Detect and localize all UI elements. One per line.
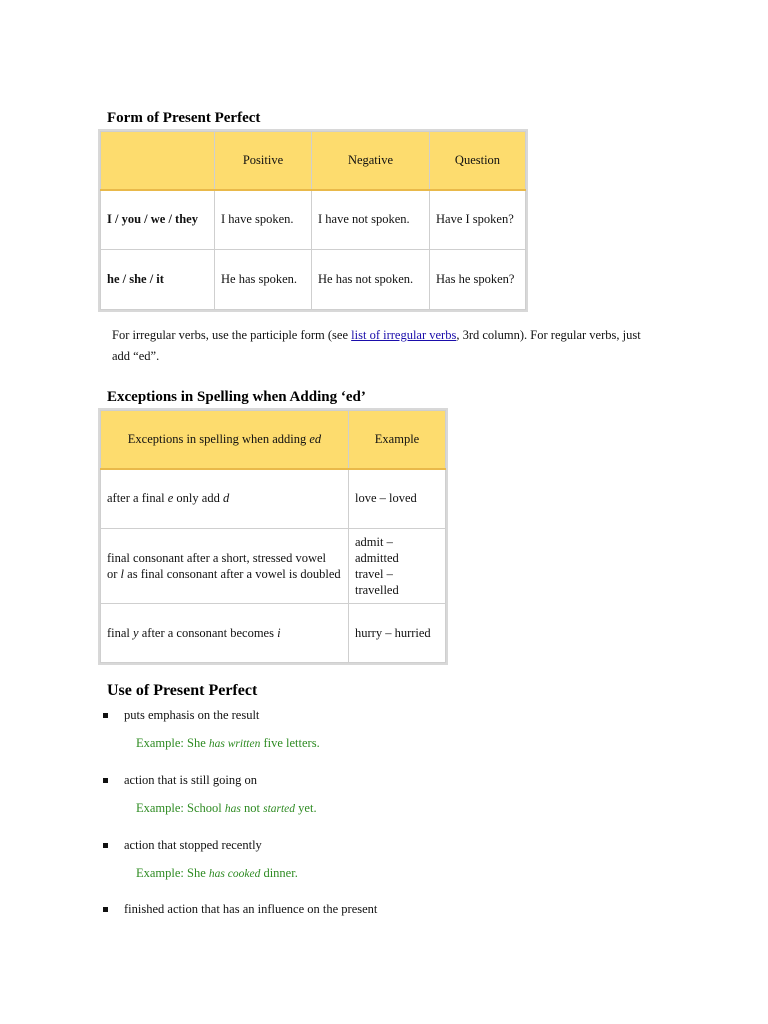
cell-text: final consonant after a short, stressed vowel [107, 551, 327, 565]
table-cell: he / she / it [101, 250, 215, 310]
exceptions-section-title: Exceptions in Spelling when Adding ‘ed’ [107, 389, 366, 405]
cell-text: as final consonant after a vowel is doubled [124, 567, 341, 581]
example-text: Example: School [136, 801, 225, 815]
bullet-icon [103, 907, 108, 912]
example-text: not [240, 801, 264, 815]
table-header-cell: Example [349, 411, 446, 469]
cell-text-em: l [120, 567, 125, 581]
example-text: dinner. [260, 866, 298, 880]
exceptions-table [100, 410, 446, 663]
cell-text-em: y [133, 625, 139, 640]
table-cell [101, 469, 349, 529]
table-cell [349, 529, 446, 604]
note-text: For irregular verbs, use the participle form (see [112, 328, 352, 342]
bullet-icon [103, 713, 108, 718]
table-cell [101, 529, 349, 604]
table-header-cell [101, 411, 349, 469]
example-text: Example: She [136, 736, 209, 750]
table-cell [101, 604, 349, 663]
cell-text: only add [173, 491, 223, 506]
form-section-title: Form of Present Perfect [107, 110, 261, 126]
table-header-cell [101, 132, 215, 190]
table-cell: Have I spoken? [430, 190, 526, 250]
table-cell: love – loved [349, 469, 446, 529]
form-table [100, 131, 526, 310]
table-cell: I have not spoken. [312, 190, 430, 250]
cell-text: or [107, 567, 121, 581]
cell-text-em: e [167, 491, 174, 506]
table-header-cell: Negative [312, 132, 430, 190]
bullet-icon [103, 778, 108, 783]
table-cell: Has he spoken? [430, 250, 526, 310]
example-sentence [136, 866, 298, 881]
example-verb: has [224, 803, 241, 815]
example-sentence [136, 736, 320, 751]
cell-text-em: i [277, 625, 281, 640]
table-header-cell: Question [430, 132, 526, 190]
table-header-cell: Positive [215, 132, 312, 190]
example-text: Example: She [136, 866, 209, 880]
table-row [101, 190, 526, 250]
example-verb: has written [208, 738, 261, 750]
cell-text-em: d [222, 491, 230, 506]
table-cell: He has spoken. [215, 250, 312, 310]
table-row [101, 250, 526, 310]
note-text: , 3rd column). For regular verbs, just add “ed”. [112, 328, 641, 363]
cell-text: after a consonant becomes [138, 625, 278, 640]
list-item: action that is still going on [124, 773, 257, 787]
example-text: five letters. [260, 736, 320, 750]
use-section-title: Use of Present Perfect [107, 682, 258, 699]
cell-text: travel – travelled [355, 567, 399, 597]
table-cell: I have spoken. [215, 190, 312, 250]
header-text: Exceptions in spelling when adding [127, 431, 310, 446]
irregular-verbs-note [112, 325, 652, 367]
example-text: yet. [295, 801, 317, 815]
table-cell: hurry – hurried [349, 604, 446, 663]
cell-text: after a final [107, 491, 168, 506]
table-row [101, 469, 446, 529]
table-cell: He has not spoken. [312, 250, 430, 310]
table-row [101, 529, 446, 604]
example-verb: started [263, 803, 296, 815]
list-item: action that stopped recently [124, 838, 262, 852]
bullet-icon [103, 843, 108, 848]
irregular-verbs-link[interactable]: list of irregular verbs [351, 328, 457, 342]
table-cell: I / you / we / they [101, 190, 215, 250]
list-item: finished action that has an influence on the present [124, 902, 378, 916]
cell-text: final [107, 625, 134, 640]
cell-text: admit – admitted [355, 535, 399, 565]
header-text-em: ed [309, 431, 322, 446]
list-item: puts emphasis on the result [124, 708, 260, 722]
example-verb: has cooked [208, 868, 261, 880]
table-row [101, 604, 446, 663]
example-sentence [136, 801, 317, 816]
